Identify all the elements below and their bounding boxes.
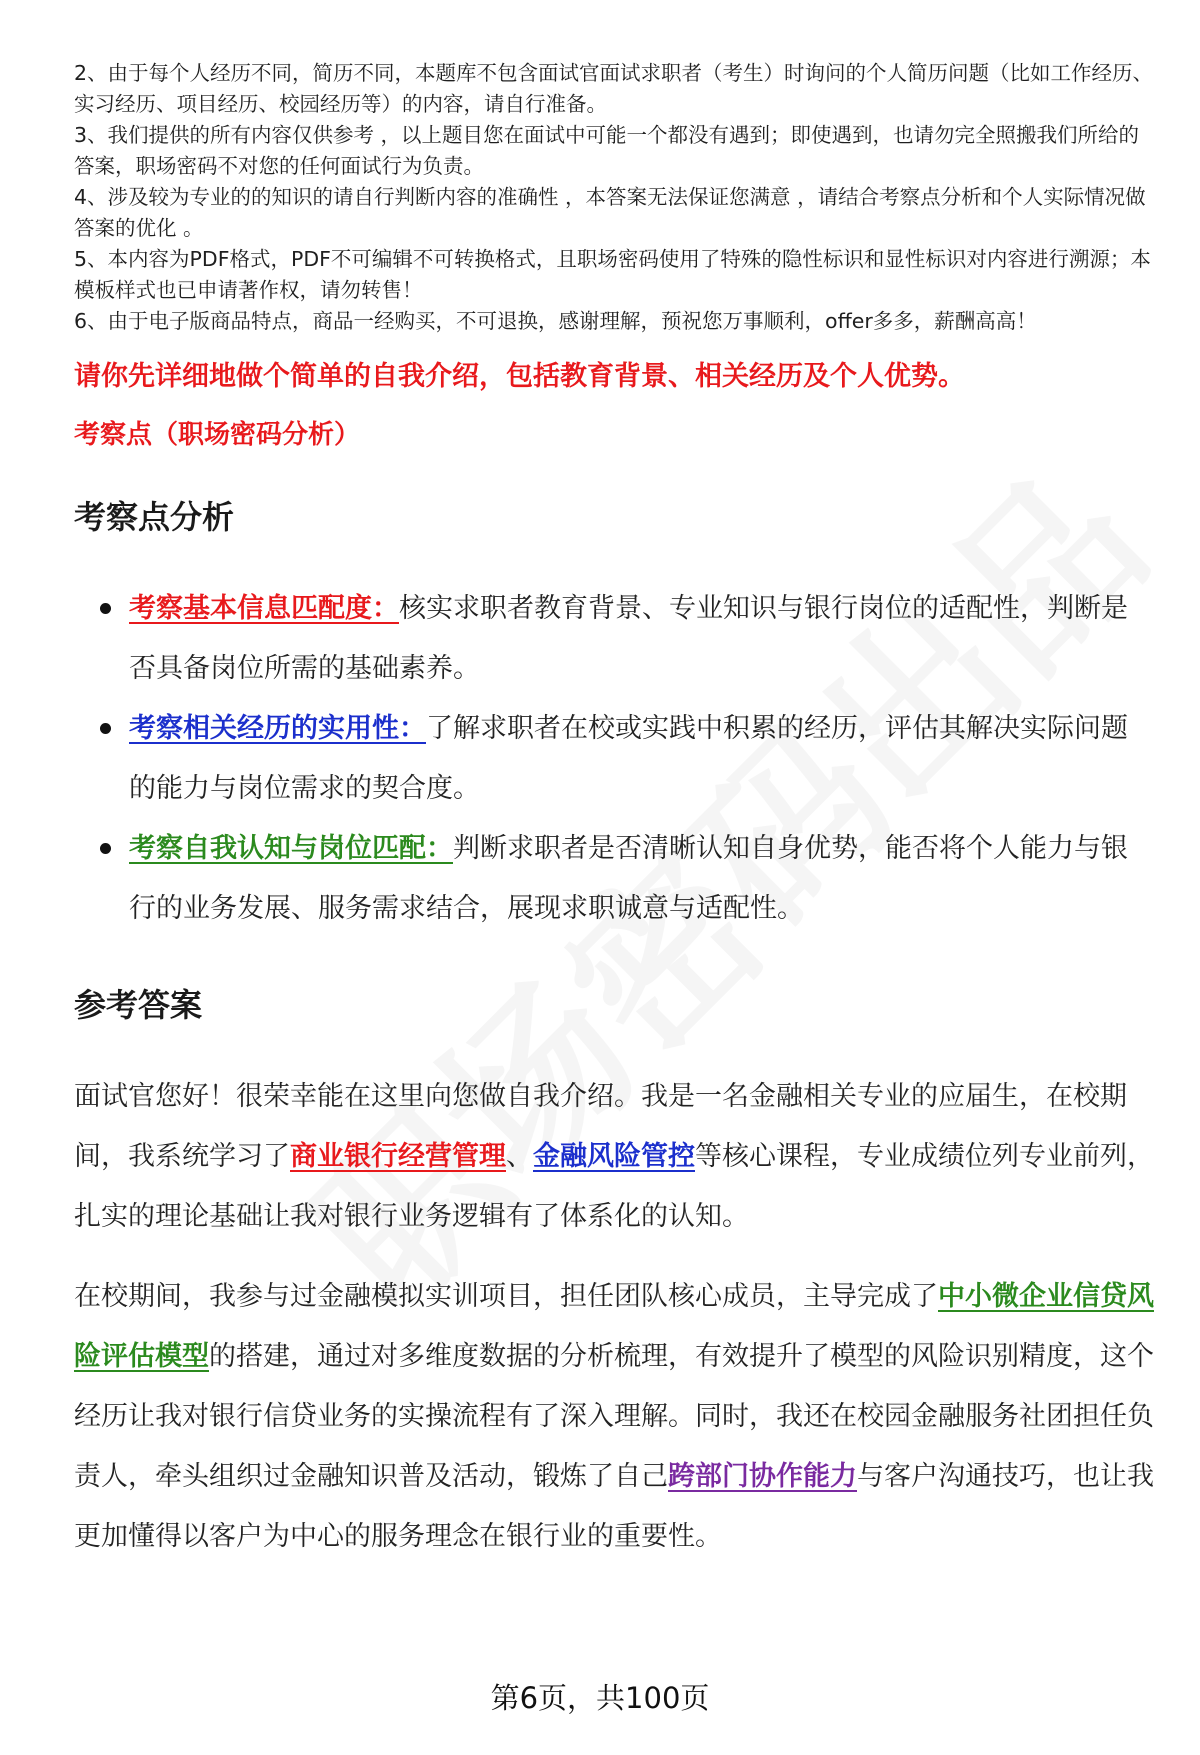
keyword-highlight: 中小微企业信贷风险评估模型 [74,1281,1154,1372]
list-item [74,579,1154,699]
paragraph-text: 在校期间，我参与过金融模拟实训项目，担任团队核心成员，主导完成了 [74,1281,938,1312]
keyword-highlight: 跨部门协作能力 [668,1461,857,1492]
keyword-highlight: 金融风险管控 [533,1141,695,1172]
bullet-icon [100,603,111,614]
note-item: 6、由于电子版商品特点，商品一经购买，不可退换，感谢理解，预祝您万事顺利，offer多多，薪酬高高！ [74,309,1037,333]
document-page [74,58,1154,1567]
note-item: 3、我们提供的所有内容仅供参考 ，以上题目您在面试中可能一个都没有遇到；即使遇到，也请勿完全照搬我们所给的答案，职场密码不对您的任何面试行为负责。 [74,123,1140,178]
paragraph-text: 的搭建，通过对多维度数据的分析梳理，有效提升了模型的风险识别精度，这个经历让我对银行信贷业务的实操流程有了深入理解。同时，我还在校园金融服务社团担任负责人，牵头组织过金融知识普及活动，锻炼了自己 [74,1341,1154,1492]
point-text: 核实求职者教育背景、专业知识与银行岗位的适配性，判断是否具备岗位所需的基础素养。 [129,593,1128,684]
analysis-section-title: 考察点分析 [74,498,235,536]
list-item [74,819,1154,939]
page-number: 第6页，共100页 [490,1681,710,1715]
paragraph-text: 与客户沟通技巧，也让我更加懂得以客户为中心的服务理念在银行业的重要性。 [74,1461,1154,1552]
paragraph-text: 等核心课程，专业成绩位列专业前列，扎实的理论基础让我对银行业务逻辑有了体系化的认知。 [74,1141,1154,1232]
interview-question: 请你先详细地做个简单的自我介绍，包括教育背景、相关经历及个人优势。 [74,361,965,392]
point-text: 判断求职者是否清晰认知自身优势，能否将个人能力与银行的业务发展、服务需求结合，展现求职诚意与适配性。 [129,833,1128,924]
bullet-icon [100,723,111,734]
list-item [74,699,1154,819]
point-keyword: 考察基本信息匹配度： [129,593,399,624]
paragraph-text: 面试官您好！很荣幸能在这里向您做自我介绍。我是一名金融相关专业的应届生，在校期间，我系统学习了 [74,1081,1127,1172]
answer-paragraph [74,1067,1154,1247]
note-item: 5、本内容为PDF格式，PDF不可编辑不可转换格式，且职场密码使用了特殊的隐性标识和显性标识对内容进行溯源；本模板样式也已申请著作权，请勿转售！ [74,247,1151,302]
point-keyword: 考察自我认知与岗位匹配： [129,833,453,864]
answer-section-title: 参考答案 [74,986,203,1024]
disclaimer-notes [74,58,1154,337]
analysis-points-list [74,579,1154,939]
point-text: 了解求职者在校或实践中积累的经历，评估其解决实际问题的能力与岗位需求的契合度。 [129,713,1128,804]
note-item: 2、由于每个人经历不同，简历不同，本题库不包含面试官面试求职者（考生）时询问的个人简历问题（比如工作经历、实习经历、项目经历、校园经历等）的内容，请自行准备。 [74,61,1154,116]
keyword-highlight: 商业银行经营管理 [290,1141,506,1172]
analysis-subheading: 考察点（职场密码分析） [74,420,361,450]
bullet-icon [100,843,111,854]
note-item: 4、涉及较为专业的的知识的请自行判断内容的准确性 ，本答案无法保证您满意 ，请结合考察点分析和个人实际情况做答案的优化 。 [74,185,1146,240]
point-keyword: 考察相关经历的实用性： [129,713,426,744]
answer-paragraph [74,1267,1154,1567]
paragraph-text: 、 [506,1141,533,1172]
